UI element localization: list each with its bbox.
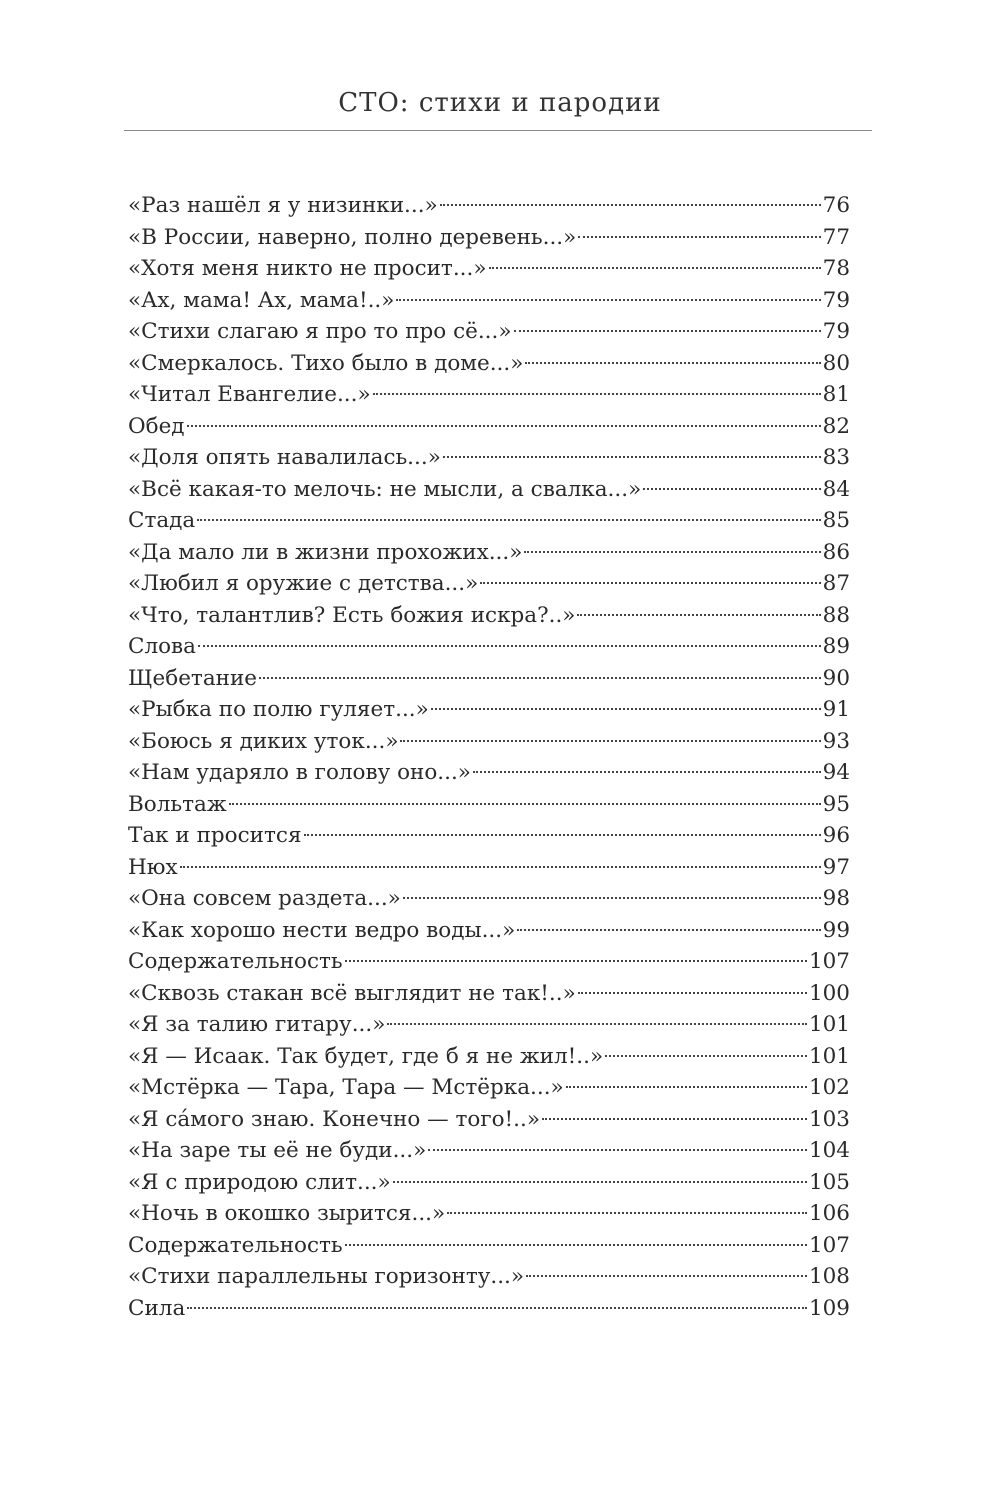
toc-entry-page-number: 83 — [822, 445, 850, 470]
toc-entry — [128, 285, 850, 317]
toc-entry — [128, 474, 850, 506]
toc-entry — [128, 568, 850, 600]
toc-entry-page-number: 93 — [822, 728, 850, 754]
toc-entry — [128, 442, 850, 474]
toc-entry-page-number: 76 — [822, 193, 850, 218]
toc-entry-title: «Нам ударяло в голову оно...» — [128, 760, 471, 785]
toc-dot-leader — [643, 488, 820, 490]
toc-entry-page-number: 78 — [822, 256, 850, 281]
toc-entry-page-number: 103 — [808, 1106, 850, 1132]
toc-entry-title: «Да мало ли в жизни прохожих...» — [128, 539, 523, 565]
toc-entry — [128, 253, 850, 285]
toc-dot-leader — [578, 236, 820, 238]
toc-entry — [128, 379, 850, 411]
toc-entry — [128, 726, 850, 758]
toc-entry-title: «Ах, мама! Ах, мама!..» — [128, 287, 395, 313]
toc-entry-page-number: 107 — [808, 949, 850, 974]
toc-entry-page-number: 102 — [808, 1075, 850, 1100]
toc-entry-title: «Как хорошо нести ведро воды...» — [128, 917, 516, 943]
toc-entry — [128, 978, 850, 1010]
toc-entry-title: Обед — [128, 413, 185, 439]
toc-entry-title: «Раз нашёл я у низинки...» — [128, 193, 438, 218]
toc-entry — [128, 1198, 850, 1230]
toc-dot-leader — [187, 425, 821, 427]
toc-entry — [128, 1230, 850, 1262]
toc-entry-page-number: 80 — [822, 350, 850, 376]
toc-dot-leader — [198, 645, 821, 647]
toc-entry-page-number: 104 — [808, 1138, 850, 1163]
toc-entry-title: «В России, наверно, полно деревень...» — [128, 224, 577, 250]
toc-entry — [128, 537, 850, 569]
toc-entry-title: Щебетание — [128, 665, 258, 691]
toc-entry-page-number: 109 — [808, 1295, 850, 1321]
toc-entry-title: «Рыбка по полю гуляет...» — [128, 697, 429, 722]
toc-entry — [128, 222, 850, 254]
toc-entry-page-number: 87 — [822, 571, 850, 596]
toc-entry — [128, 190, 850, 222]
toc-entry-page-number: 107 — [808, 1232, 850, 1258]
toc-entry-page-number: 96 — [822, 823, 850, 848]
toc-dot-leader — [489, 267, 821, 269]
toc-entry-title: «Я за талию гитару...» — [128, 1012, 386, 1037]
toc-dot-leader — [403, 897, 821, 899]
toc-entry — [128, 1072, 850, 1104]
toc-entry-title: «Любил я оружие с детства...» — [128, 571, 479, 596]
toc-entry-page-number: 79 — [822, 319, 850, 344]
toc-entry-page-number: 99 — [822, 917, 850, 943]
toc-entry — [128, 757, 850, 789]
toc-dot-leader — [197, 519, 820, 521]
toc-dot-leader — [526, 1275, 807, 1277]
toc-entry — [128, 1167, 850, 1199]
toc-dot-leader — [428, 1149, 807, 1151]
toc-dot-leader — [229, 803, 821, 805]
toc-entry-title: «Сквозь стакан всё выглядит не так!..» — [128, 980, 576, 1006]
toc-dot-leader — [480, 582, 820, 584]
toc-entry — [128, 316, 850, 348]
toc-entry-title: «На заре ты её не буди...» — [128, 1138, 427, 1163]
toc-entry — [128, 1009, 850, 1041]
toc-dot-leader — [304, 834, 821, 836]
toc-entry-title: «Я са́мого знаю. Конечно — того!..» — [128, 1106, 540, 1132]
toc-entry-title: «Боюсь я диких уток...» — [128, 728, 399, 754]
toc-entry — [128, 411, 850, 443]
toc-entry-title: «Хотя меня никто не просит...» — [128, 256, 487, 281]
toc-dot-leader — [514, 330, 821, 332]
toc-entry-title: Слова — [128, 634, 196, 659]
toc-entry-title: Сила — [128, 1295, 186, 1321]
toc-entry-title: «Читал Евангелие...» — [128, 382, 371, 407]
toc-dot-leader — [400, 740, 820, 742]
toc-entry-title: «Доля опять навалилась...» — [128, 445, 441, 470]
toc-entry — [128, 663, 850, 695]
toc-entry-title: «Она совсем раздета...» — [128, 886, 401, 911]
toc-entry-page-number: 106 — [808, 1201, 850, 1226]
toc-entry-title: Так и просится — [128, 823, 302, 848]
toc-entry-page-number: 95 — [822, 791, 850, 817]
toc-entry-title: Содержательность — [128, 1232, 343, 1258]
toc-dot-leader — [345, 960, 807, 962]
toc-entry — [128, 1293, 850, 1325]
toc-dot-leader — [396, 299, 820, 301]
toc-entry-title: «Стихи параллельны горизонту...» — [128, 1264, 525, 1289]
toc-entry — [128, 1261, 850, 1293]
toc-entry-page-number: 97 — [822, 854, 850, 880]
toc-entry-title: Содержательность — [128, 949, 343, 974]
toc-entry-page-number: 85 — [822, 508, 850, 533]
toc-dot-leader — [180, 866, 821, 868]
header-rule — [124, 130, 872, 131]
toc-entry-page-number: 98 — [822, 886, 850, 911]
toc-dot-leader — [187, 1307, 807, 1309]
toc-entry — [128, 1104, 850, 1136]
toc-dot-leader — [259, 677, 821, 679]
toc-entry-page-number: 94 — [822, 760, 850, 785]
toc-entry-page-number: 100 — [808, 980, 850, 1006]
toc-dot-leader — [447, 1212, 807, 1214]
table-of-contents — [128, 190, 850, 1324]
toc-entry-page-number: 79 — [822, 287, 850, 313]
toc-entry-title: «Я с природою слит...» — [128, 1169, 391, 1195]
toc-entry — [128, 820, 850, 852]
toc-entry — [128, 600, 850, 632]
toc-dot-leader — [393, 1181, 807, 1183]
toc-dot-leader — [605, 1055, 807, 1057]
toc-entry-page-number: 81 — [822, 382, 850, 407]
toc-dot-leader — [431, 708, 821, 710]
toc-dot-leader — [566, 1086, 807, 1088]
toc-entry — [128, 946, 850, 978]
toc-entry-page-number: 82 — [822, 413, 850, 439]
toc-entry-page-number: 89 — [822, 634, 850, 659]
toc-dot-leader — [524, 551, 820, 553]
toc-entry-title: «Стихи слагаю я про то про сё...» — [128, 319, 512, 344]
toc-entry — [128, 348, 850, 380]
toc-entry — [128, 883, 850, 915]
toc-entry-page-number: 91 — [822, 697, 850, 722]
toc-entry-title: «Смеркалось. Тихо было в доме...» — [128, 350, 524, 376]
toc-entry — [128, 631, 850, 663]
toc-entry — [128, 694, 850, 726]
toc-entry-page-number: 101 — [808, 1043, 850, 1069]
toc-entry-page-number: 108 — [808, 1264, 850, 1289]
toc-entry — [128, 505, 850, 537]
toc-entry — [128, 789, 850, 821]
toc-entry-page-number: 86 — [822, 539, 850, 565]
toc-dot-leader — [345, 1244, 807, 1246]
toc-entry — [128, 1041, 850, 1073]
toc-dot-leader — [525, 362, 820, 364]
toc-entry-title: «Ночь в окошко зырится...» — [128, 1201, 446, 1226]
toc-dot-leader — [387, 1023, 807, 1025]
toc-entry — [128, 852, 850, 884]
toc-entry-page-number: 77 — [822, 224, 850, 250]
toc-dot-leader — [443, 456, 821, 458]
toc-dot-leader — [577, 614, 820, 616]
toc-entry-title: Нюх — [128, 854, 178, 880]
toc-entry-page-number: 101 — [808, 1012, 850, 1037]
toc-entry-title: Вольтаж — [128, 791, 227, 817]
toc-entry-page-number: 88 — [822, 602, 850, 628]
toc-entry-page-number: 90 — [822, 665, 850, 691]
toc-entry-page-number: 84 — [822, 476, 850, 502]
toc-dot-leader — [473, 771, 821, 773]
toc-dot-leader — [440, 204, 821, 206]
toc-entry-title: «Мстёрка — Тара, Тара — Мстёрка...» — [128, 1075, 564, 1100]
toc-entry-title: «Всё какая-то мелочь: не мысли, а свалка...» — [128, 476, 642, 502]
toc-entry-title: Стада — [128, 508, 196, 533]
toc-dot-leader — [578, 992, 807, 994]
toc-entry — [128, 1135, 850, 1167]
toc-entry-page-number: 105 — [808, 1169, 850, 1195]
toc-dot-leader — [517, 929, 820, 931]
toc-entry-title: «Что, талантлив? Есть божия искра?..» — [128, 602, 576, 628]
toc-entry — [128, 915, 850, 947]
running-head-title: СТО: стихи и пародии — [338, 88, 662, 118]
toc-entry-title: «Я — Исаак. Так будет, где б я не жил!..» — [128, 1043, 604, 1069]
toc-dot-leader — [373, 393, 821, 395]
toc-dot-leader — [542, 1118, 807, 1120]
